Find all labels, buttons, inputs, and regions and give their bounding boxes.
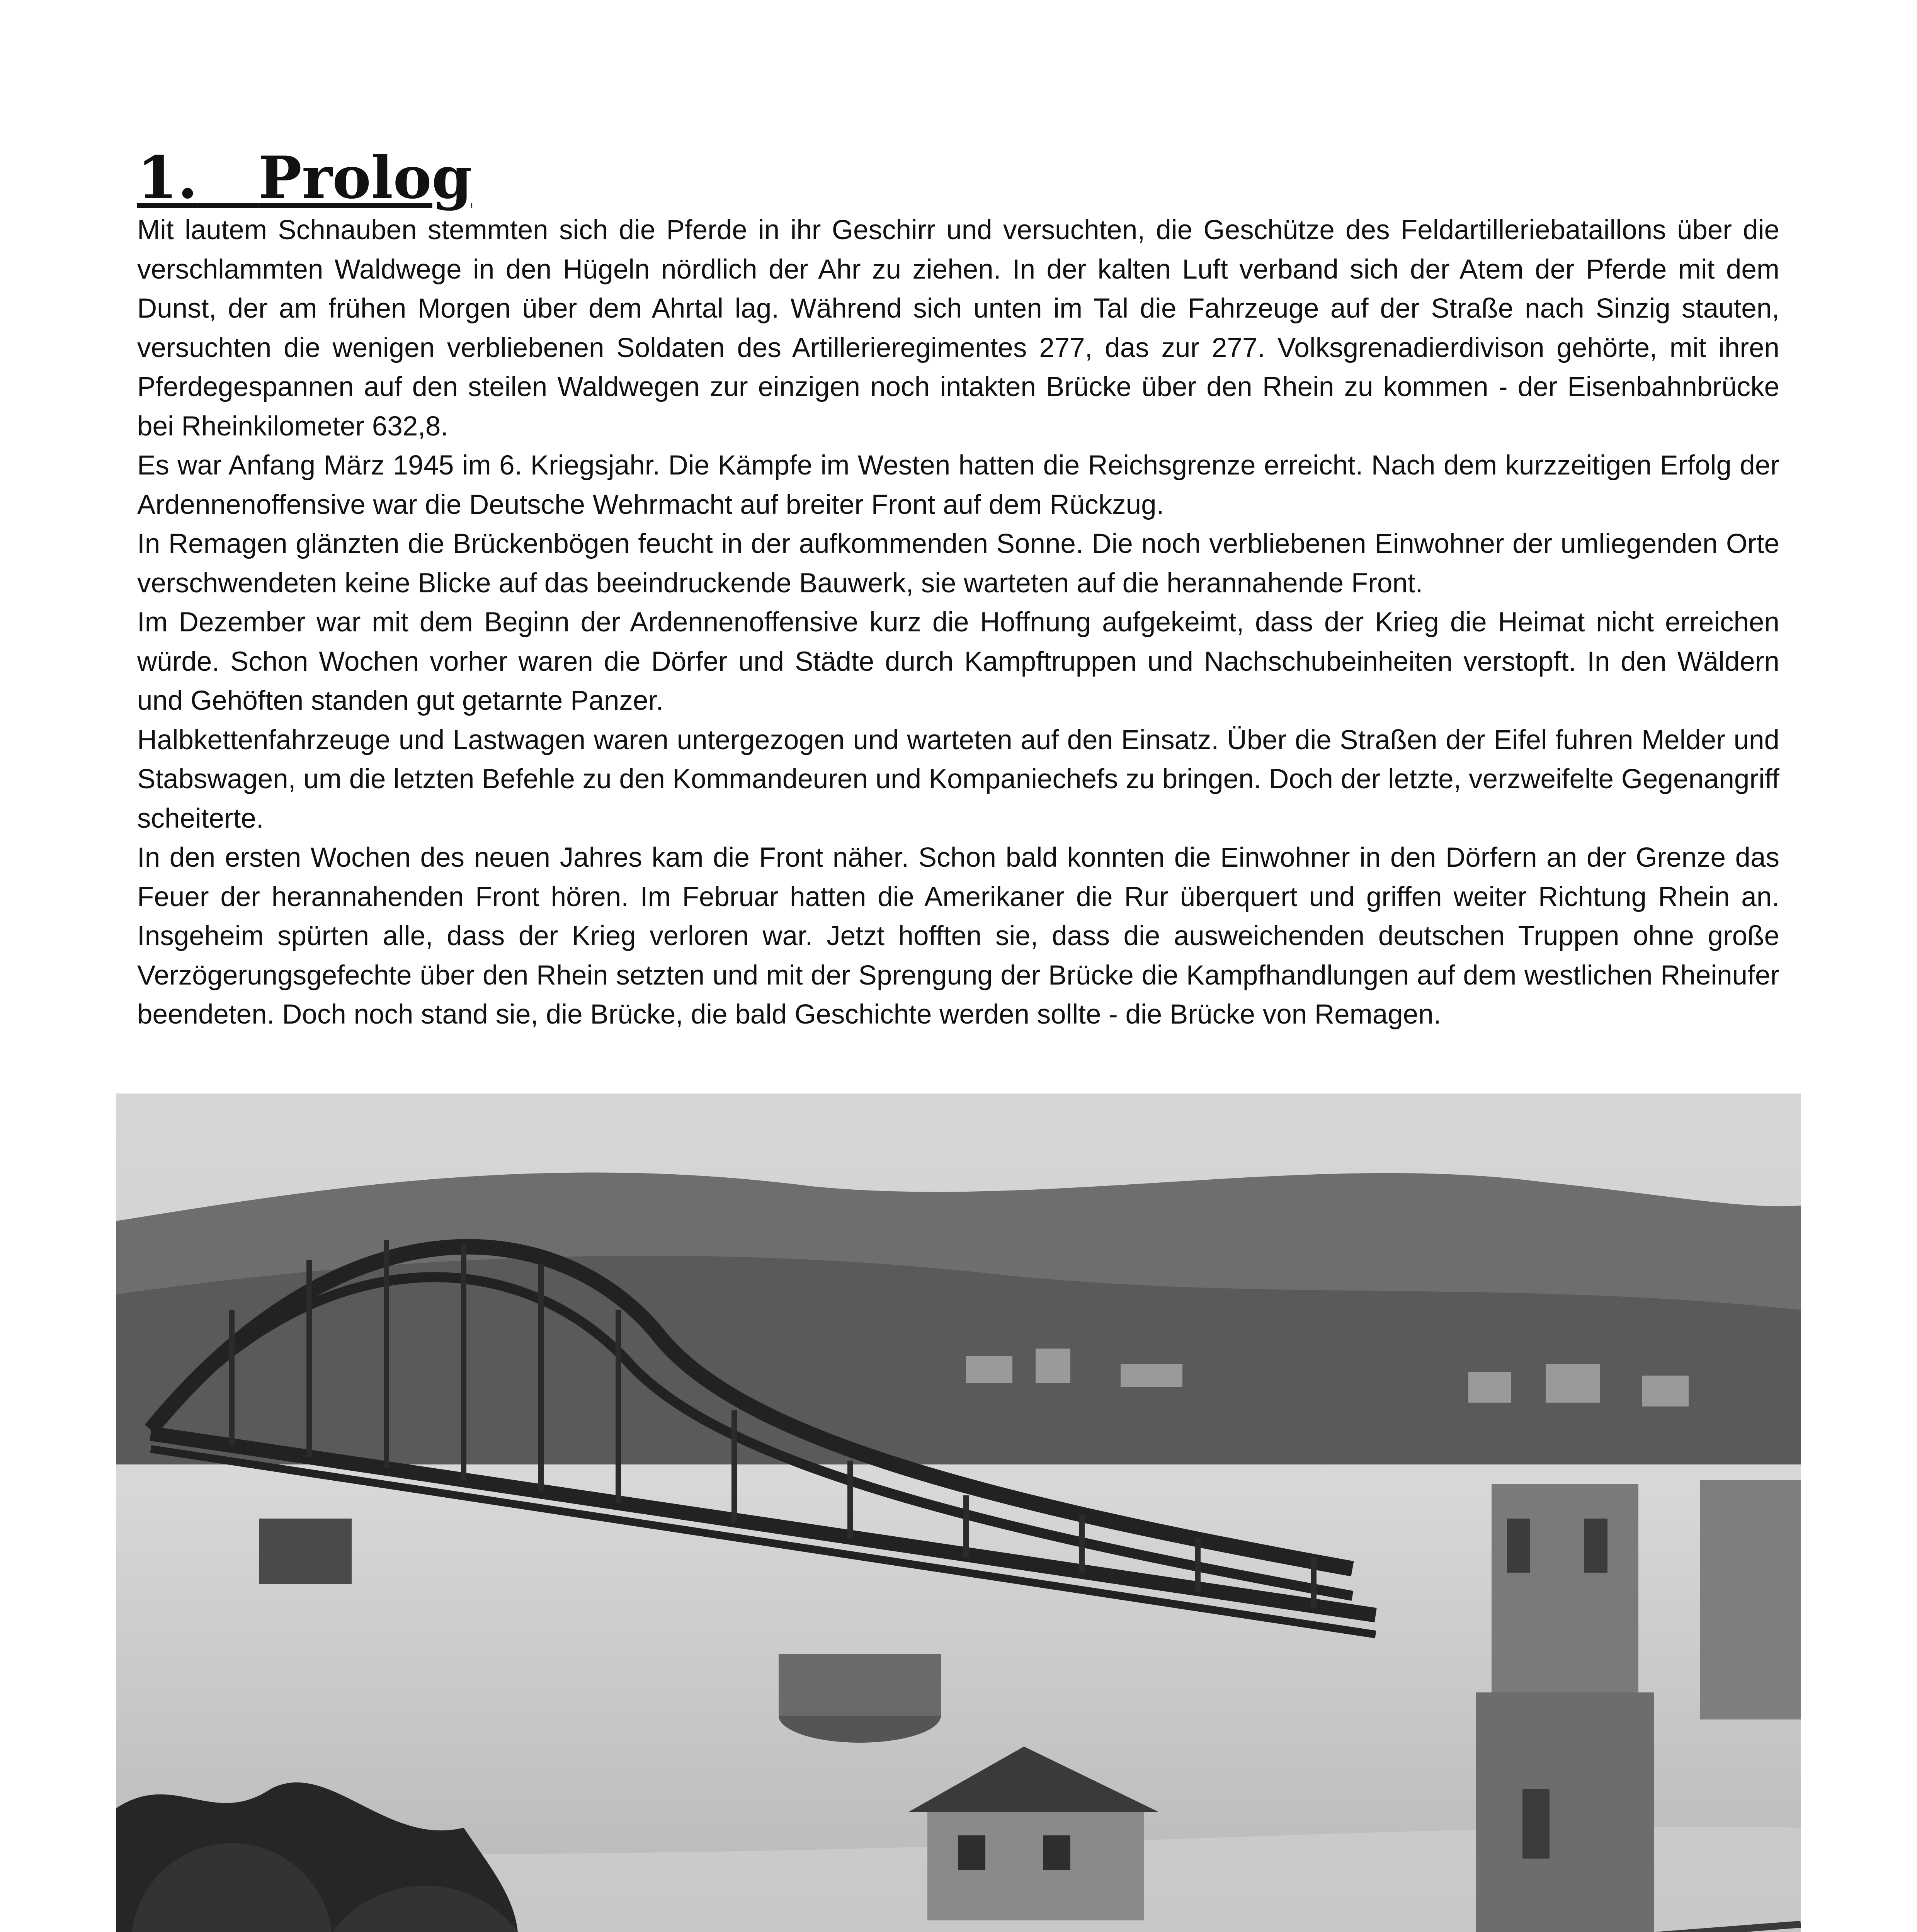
paragraph: Im Dezember war mit dem Beginn der Ardennenoffensive kurz die Hoffnung aufgekeimt, dass der Krieg die Heimat nicht erreichen würde. Schon Wochen vorher waren die Dörfer und Städte durch Kampftruppen und Nachschubeinheiten verstopft. In den Wäldern und Gehöften standen gut getarnte Panzer.	[137, 607, 1779, 716]
body-text	[137, 211, 1779, 1034]
paragraph: Es war Anfang März 1945 im 6. Kriegsjahr. Die Kämpfe im Westen hatten die Reichsgrenze erreicht. Nach dem kurzzeitigen Erfolg der Ardennenoffensive war die Deutsche Wehrmacht auf breiter Front auf dem Rückzug.	[137, 450, 1779, 520]
paragraph: In Remagen glänzten die Brückenbögen feucht in der aufkommenden Sonne. Die noch verbliebenen Einwohner der umliegenden Orte verschwendeten keine Blicke auf das beeindruckende Bauwerk, sie warteten auf die herannahende Front.	[137, 529, 1779, 599]
bridge-photograph	[116, 1094, 1801, 1932]
chapter-number: 1.	[137, 144, 198, 212]
paragraph: In den ersten Wochen des neuen Jahres kam die Front näher. Schon bald konnten die Einwohner in den Dörfern an der Grenze das Feuer der herannahenden Front hören. Im Februar hatten die Amerikaner die Rur überquert und griffen weiter Richtung Rhein an. Insgeheim spürten alle, dass der Krieg verloren war. Jetzt hofften sie, dass die ausweichenden deutschen Truppen ohne große Verzögerungsgefechte über den Rhein setzten und mit der Sprengung der Brücke die Kampfhandlungen auf dem westlichen Rheinufer beendeten. Doch noch stand sie, die Brücke, die bald Geschichte werden sollte - die Brücke von Remagen.	[137, 842, 1779, 1030]
main-pier	[779, 1654, 941, 1716]
chapter-heading	[137, 139, 472, 216]
paragraph: Mit lautem Schnauben stemmten sich die Pferde in ihr Geschirr und versuchten, die Geschütze des Feldartilleriebataillons über die verschlammten Waldwege in den Hügeln nördlich der Ahr zu ziehen. In der kalten Luft verband sich der Atem der Pferde mit dem Dunst, der am frühen Morgen über dem Ahrtal lag. Während sich unten im Tal die Fahrzeuge auf der Straße nach Sinzig stauten, versuchten die wenigen verbliebenen Soldaten des Artillerieregimentes 277, das zur 277. Volksgrenadierdivison gehörte, mit ihren Pferdegespannen auf den steilen Waldwegen zur einzigen noch intakten Brücke über den Rhein zu kommen - der Eisenbahnbrücke bei Rheinkilometer 632,8.	[137, 215, 1779, 442]
paragraph: Halbkettenfahrzeuge und Lastwagen waren untergezogen und warteten auf den Einsatz. Über die Straßen der Eifel fuhren Melder und Stabswagen, um die letzten Befehle zu den Kommandeuren und Kompaniechefs zu bringen. Doch der letzte, verzweifelte Gegenangriff scheiterte.	[137, 724, 1779, 834]
chapter-title: Prolog	[258, 144, 473, 212]
far-pier	[259, 1519, 352, 1584]
